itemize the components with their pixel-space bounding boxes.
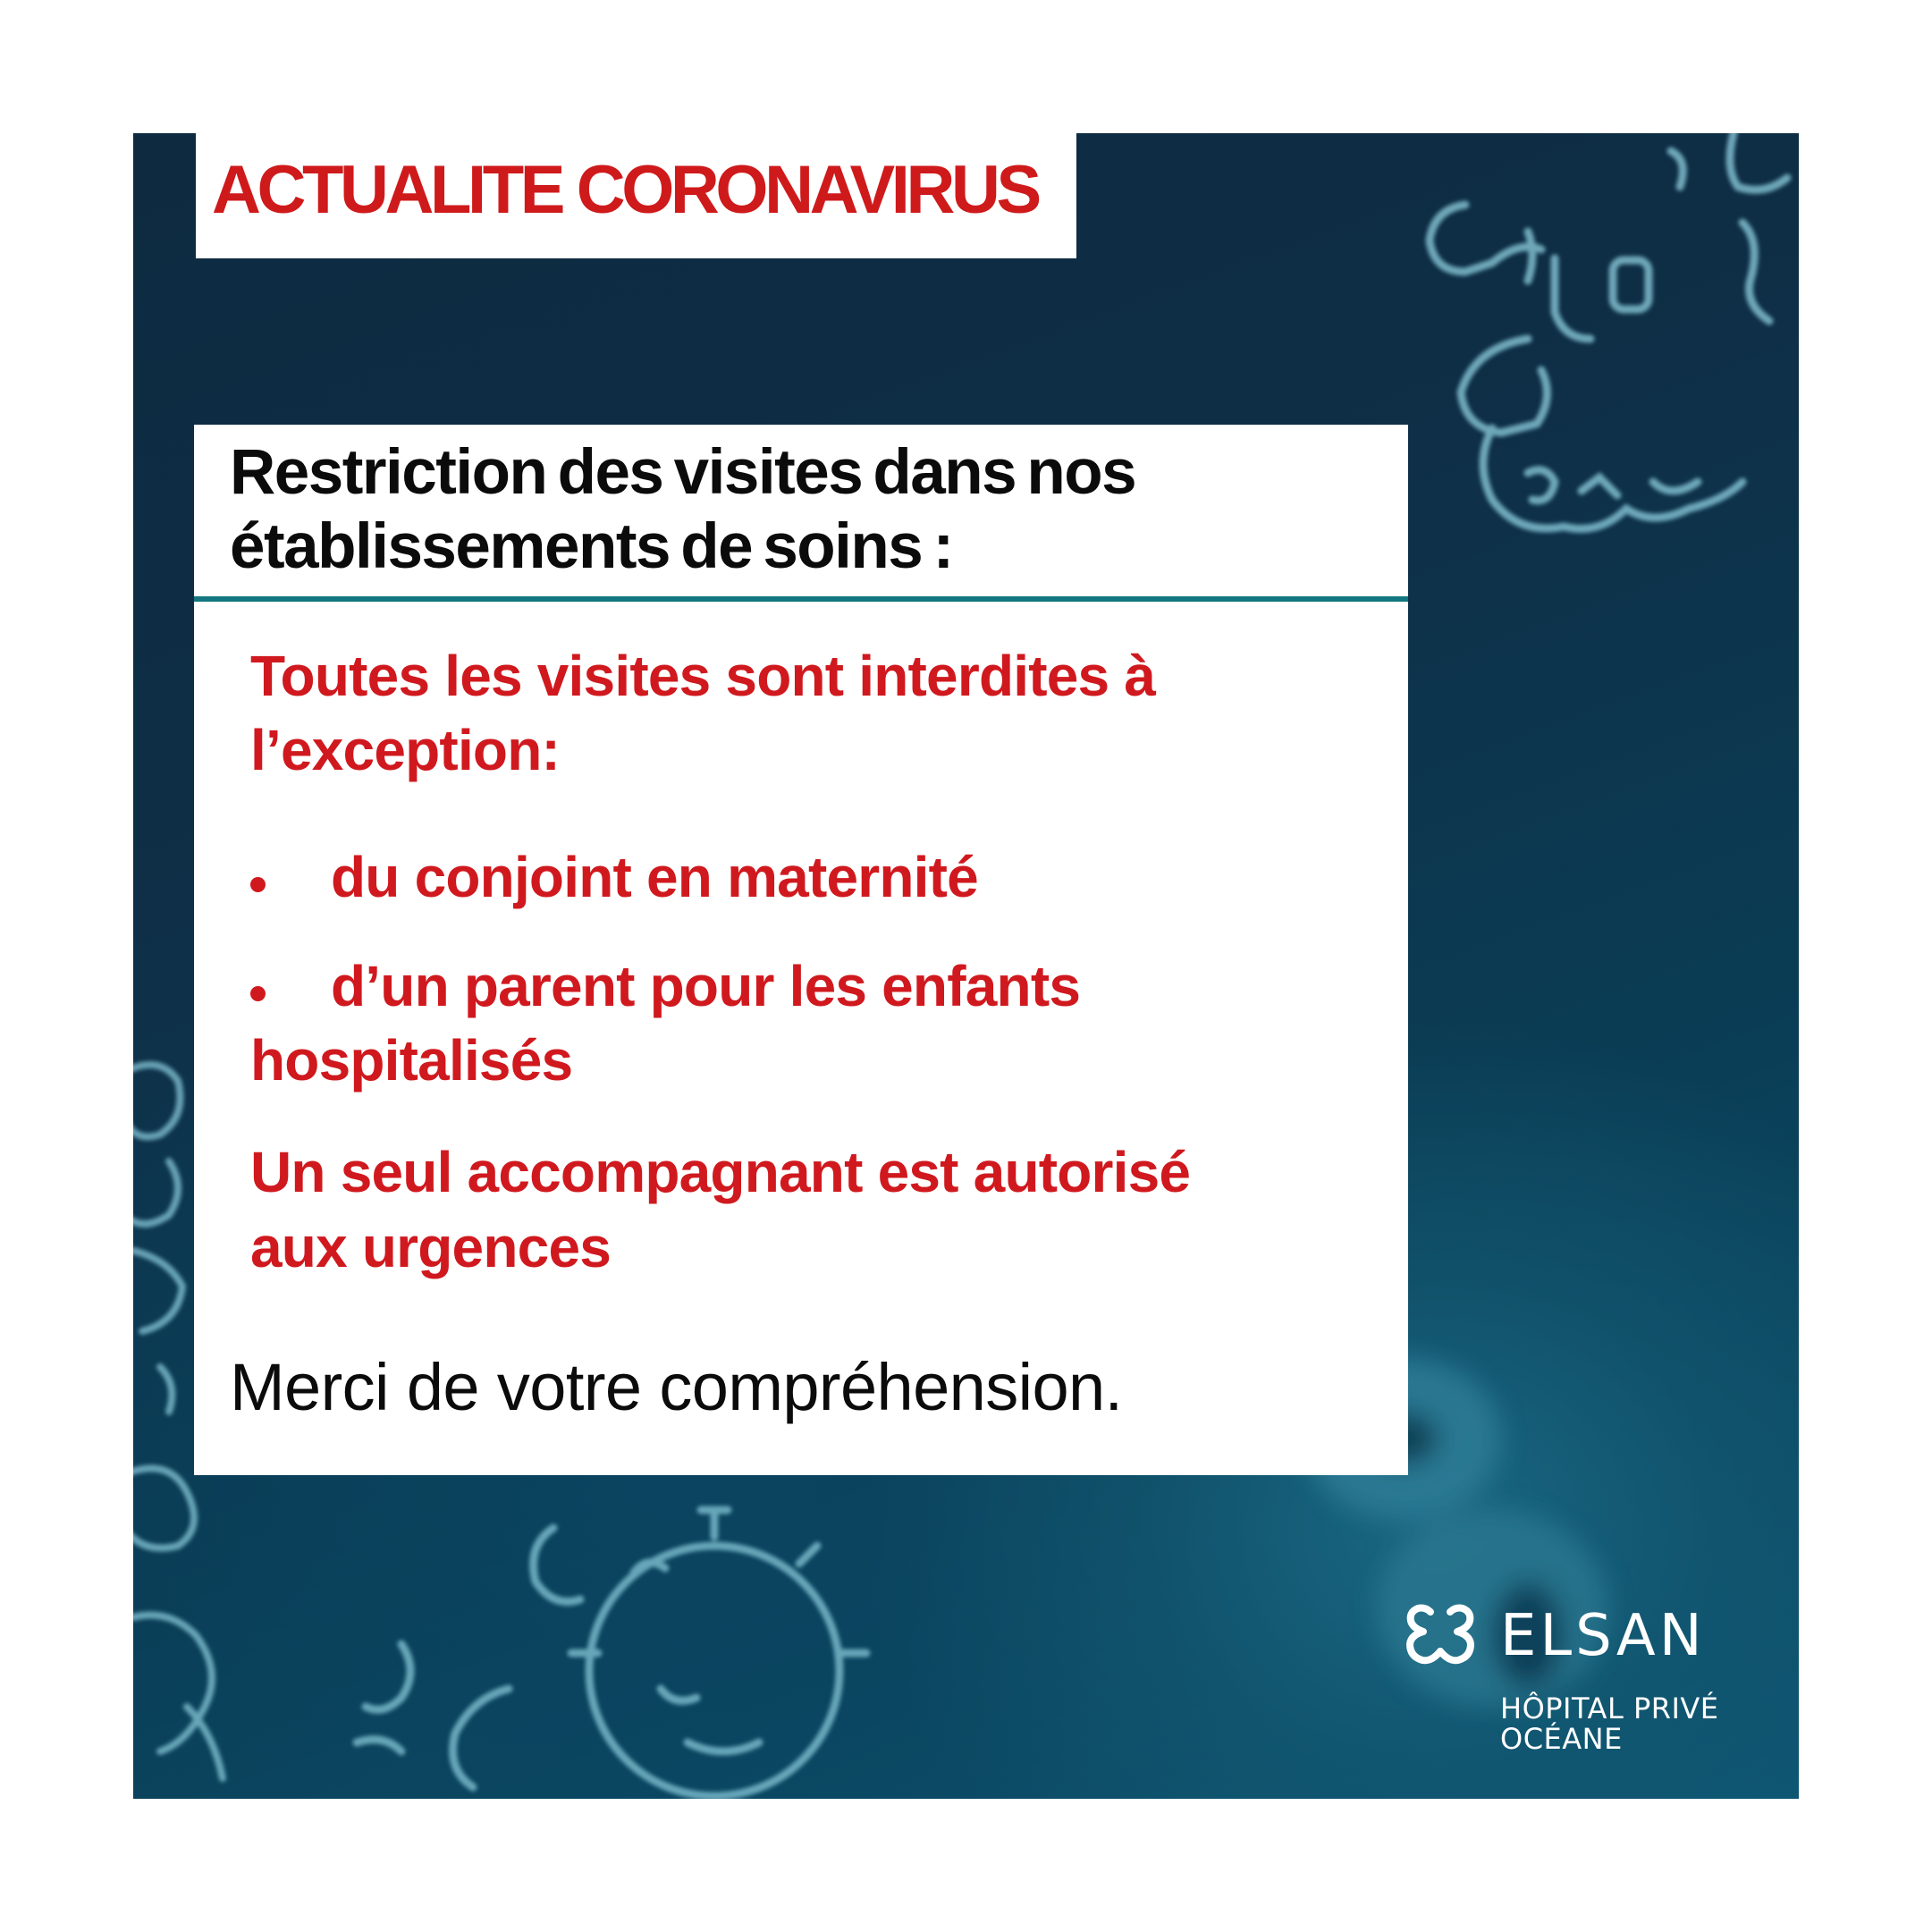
note-text — [250, 1135, 1190, 1285]
card-heading-line: Restriction des visites dans nos — [230, 437, 1136, 508]
elsan-logo — [1405, 1603, 1799, 1782]
bullet-text: du conjoint en maternité — [331, 845, 978, 909]
elsan-logo-icon — [1405, 1603, 1475, 1669]
closing-text: Merci de votre compréhension. — [230, 1350, 1123, 1424]
intro-line: Toutes les visites sont interdites à — [250, 644, 1156, 708]
announcement-card — [194, 425, 1408, 1475]
background-panel — [133, 133, 1799, 1799]
card-heading — [230, 435, 1135, 584]
bullet-icon — [250, 986, 266, 1001]
bullet-item — [331, 840, 978, 915]
logo-subtitle-line: HÔPITAL PRIVÉ — [1500, 1692, 1719, 1725]
logo-subtitle-line: OCÉANE — [1500, 1722, 1623, 1756]
news-banner — [196, 133, 1076, 258]
card-heading-line: établissements de soins : — [230, 511, 953, 582]
bullet-text: hospitalisés — [250, 1028, 573, 1093]
bullet-continuation — [250, 1024, 572, 1098]
banner-title: ACTUALITE CORONAVIRUS — [212, 152, 1038, 228]
intro-line: l’exception: — [250, 718, 561, 782]
heading-divider — [194, 596, 1408, 602]
bullet-item — [331, 949, 1080, 1024]
logo-hospital-name — [1500, 1693, 1719, 1754]
note-line: Un seul accompagnant est autorisé — [250, 1140, 1191, 1204]
bullet-text: d’un parent pour les enfants — [331, 954, 1081, 1018]
note-line: aux urgences — [250, 1215, 612, 1279]
logo-brand-name: ELSAN — [1500, 1603, 1706, 1669]
intro-text — [250, 639, 1155, 788]
bullet-icon — [250, 877, 266, 892]
